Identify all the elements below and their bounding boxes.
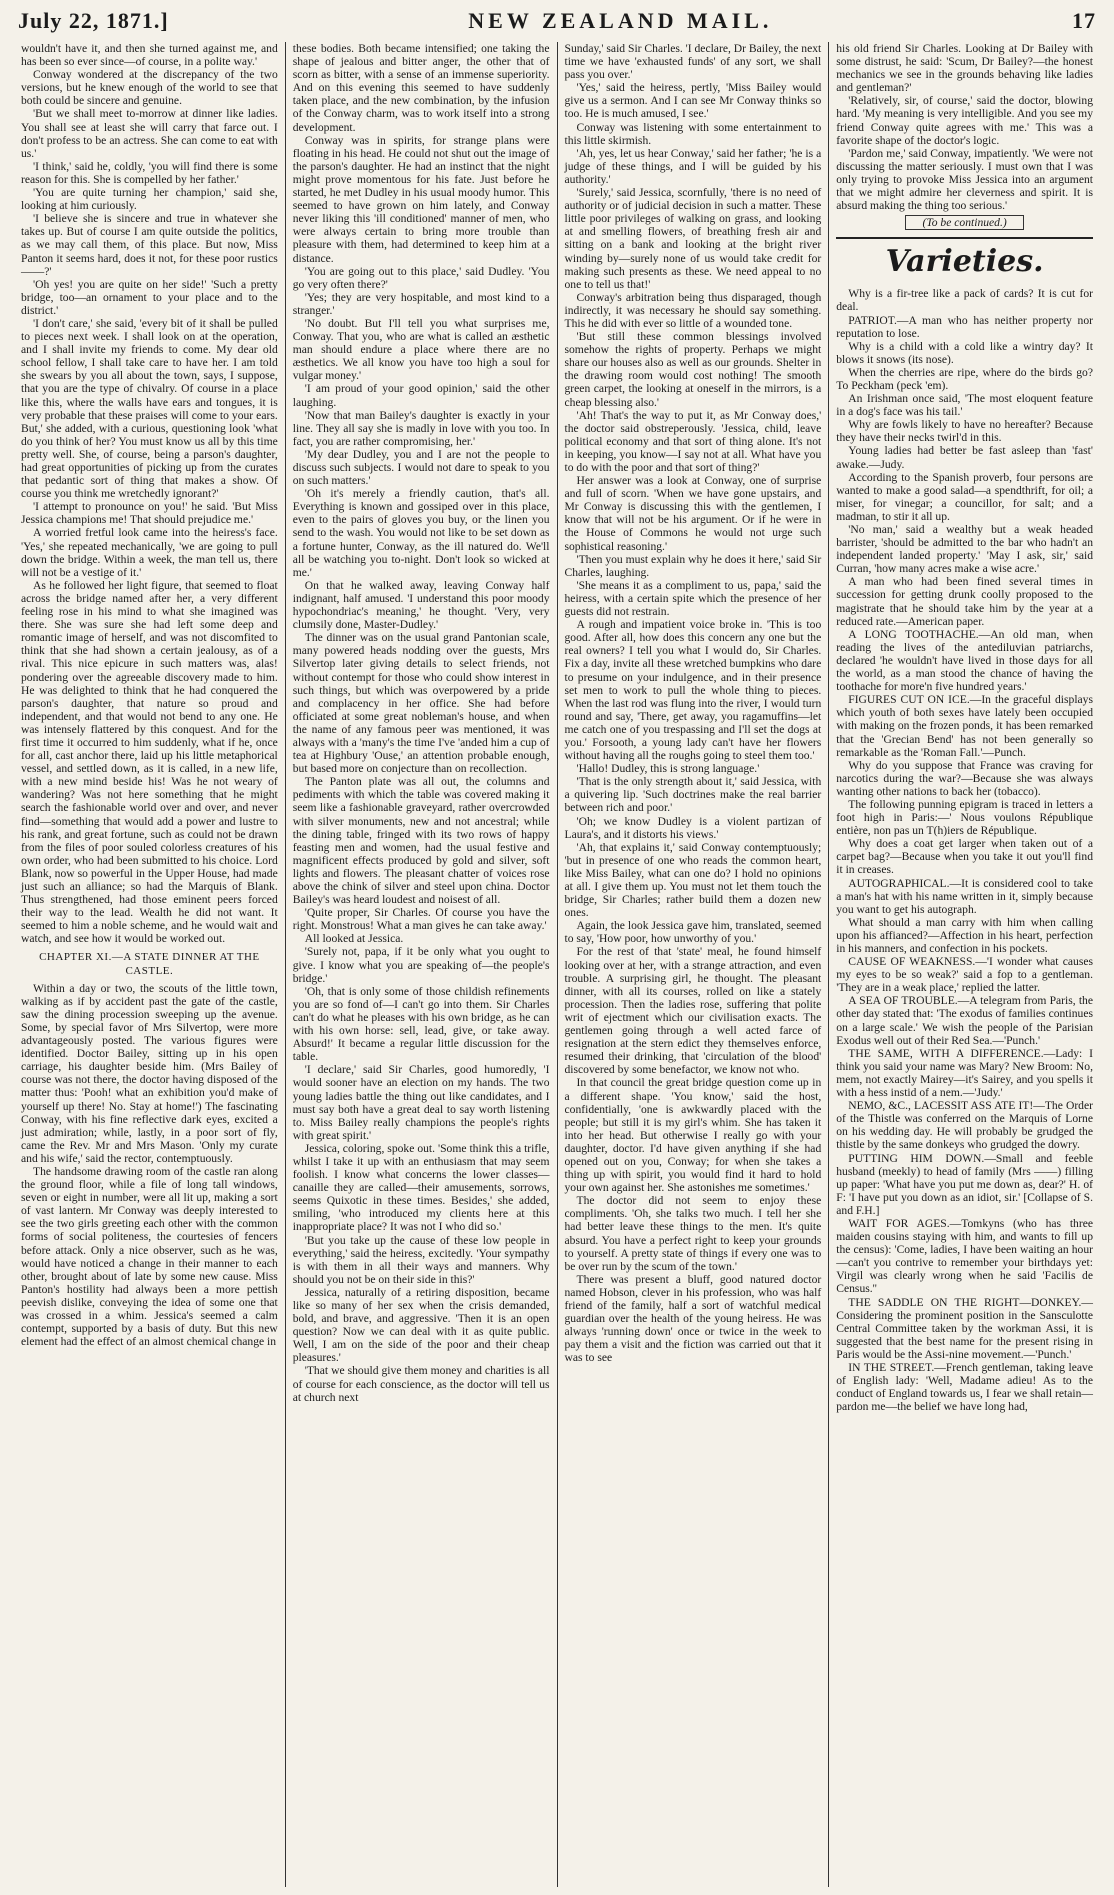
paragraph: wouldn't have it, and then she turned against me, and has been so ever since—of course, in a polite way.' <box>21 42 278 69</box>
paragraph: Conway wondered at the discrepancy of the two versions, but he knew enough of the world to see that both could be sincere and genuine. <box>21 68 278 108</box>
paragraph: 'Oh; we know Dudley is a violent partizan of Laura's, and it distorts his views.' <box>564 814 822 841</box>
paragraph: Conway was in spirits, for strange plans were floating in his head. He could not shut out the image of the parson's daughter. He had an instinct that the night might prove momentous for his fate. Just before he started, he met Dudley in his usual moody humor. This seemed to have grown on him lately, and Conway never liking this 'ill conditioned' manner of men, who were always certain to bring more trouble than pleasure with them, had determined to keep him at a distance. <box>292 133 550 265</box>
to-be-continued: (To be continued.) <box>836 216 1093 229</box>
paragraph: The dinner was on the usual grand Pantonian scale, many powered heads nodding over the guests, Mrs Silvertop later giving details to select friends, not without contempt for those who could show interest in such things, but which was overpowered by a pride and complacency in her office. She had before officiated at some great nobleman's house, and when the name of any famous peer was mentioned, it was always with a 'many's the time I've 'anded him a cup of tea at Highbury 'Ouse,' an attention probable enough, but based more on conjecture than on recollection. <box>292 631 550 776</box>
masthead <box>14 8 1100 36</box>
paragraph: There was present a bluff, good natured doctor named Hobson, clever in his profession, who was half friend of the family, half a sort of watchful medical guardian over the health of the young heiress. He was always 'running down' once or twice in the week to pay them a visit and the fiction was carried out that it was to see <box>564 1272 822 1365</box>
paragraph: 'I attempt to pronounce on you!' he said. 'But Miss Jessica champions me! That should prejudice me.' <box>21 500 278 527</box>
paragraph: WAIT FOR AGES.—Tomkyns (who has three maiden cousins staying with him, and wants to fill up the census): 'Come, ladies, I have been waiting an hour—can't you contrive to remember your birthdays yet: Virgil was clearly wrong when he said 'Facilis de Census.'' <box>836 1216 1093 1296</box>
paragraph: 'Oh yes! you are quite on her side!' 'Such a pretty bridge, too—an ornament to your place and to the district.' <box>21 277 278 317</box>
paragraph: 'Quite proper, Sir Charles. Of course you have the right. Monstrous! What a man gives he can take away.' <box>292 906 550 933</box>
paragraph: FIGURES CUT ON ICE.—In the graceful displays which youth of both sexes have lately been occupied with making on the frozen ponds, it has been remarked that the 'Grecian Bend' has not been generally so remarkable as the 'Roman Fall.'—Punch. <box>836 693 1093 759</box>
page-number: 17 <box>1072 8 1096 33</box>
paragraph: PATRIOT.—A man who has neither property nor reputation to lose. <box>836 313 1093 340</box>
paragraph: 'Ah, that explains it,' said Conway contemptuously; 'but in presence of one who reads the common heart, like Miss Bailey, what can one do? I hold no opinions at all. I give them up. You must not let them touch the bridge, Sir Charles; rather build them a dozen new ones. <box>564 840 822 920</box>
chapter-heading: CHAPTER XI.—A STATE DINNER AT THE CASTLE. <box>39 951 260 977</box>
column-2 <box>286 42 558 1887</box>
paragraph: What should a man carry with him when calling upon his affianced?—Affection in his heart, perfection in his manners, and confection in his pockets. <box>836 915 1093 955</box>
paragraph: 'She means it as a compliment to us, papa,' said the heiress, with a certain spite which the presence of her guests did not restrain. <box>564 578 822 619</box>
paragraph: 'I think,' said he, coldly, 'you will find there is some reason for this. She is compelled by her father.' <box>21 159 278 186</box>
paragraph: 'Now that man Bailey's daughter is exactly in your line. They all say she is madly in love with you too. In fact, you are rather compromising, her.' <box>292 408 550 448</box>
paragraph: Why is a fir-tree like a pack of cards? It is cut for deal. <box>836 287 1093 314</box>
paragraph: 'Yes; they are very hospitable, and most kind to a stranger.' <box>292 290 550 317</box>
paragraph: For the rest of that 'state' meal, he found himself looking over at her, with a strange attraction, and even trouble. A surprising girl, he thought. The pleasant dinner, with all its courses, rolled on like a stately procession. Then the ladies rose, suffering that polite writ of ejectment which our civilisation exacts. The gentlemen going through a well acted farce of resignation at the stern edict they themselves enforce, resumed their drinking, that 'circulation of the blood' discovered by some benefactor, we know not who. <box>564 945 822 1077</box>
paragraph: THE SADDLE ON THE RIGHT—DONKEY.—Considering the prominent position in the Sansculotte Central Committee taken by the workman Assi, it is suggested that the best name for the present rising in Paris would be the Assi-nine movement.—'Punch.' <box>836 1295 1093 1361</box>
paragraph: 'I believe she is sincere and true in whatever she takes up. But of course I am quite outside the politics, as we may call them, of this place. But now, Miss Panton it seems hard, does it not, for these poor rustics——?' <box>21 212 278 278</box>
paragraph: A LONG TOOTHACHE.—An old man, when reading the lives of the antediluvian patriarchs, declared 'he wouldn't have lived in those days for all the world, as a man stood the chance of having the toothache for more'n five hundred years.' <box>836 627 1093 694</box>
paragraph: Why is a child with a cold like a wintry day? It blows it snows (its nose). <box>836 339 1093 366</box>
paragraph: 'You are going out to this place,' said Dudley. 'You go very often there?' <box>292 264 550 291</box>
column-3 <box>558 42 830 1887</box>
paragraph: Why do you suppose that France was craving for narcotics during the war?—Because she was always wanting other nations to back her (tobacco). <box>836 758 1093 798</box>
paragraph: Young ladies had better be fast asleep than 'fast' awake.—Judy. <box>836 444 1093 471</box>
paragraph: Within a day or two, the scouts of the little town, walking as if by accident past the gate of the castle, saw the dining procession sweeping up the avenue. Some, by special favor of Mrs Silvertop, were more advantageously posted. The various figures were identified. Doctor Bailey, sitting up in his open carriage, his daughter beside him. (Mrs Bailey of course was not there, the doctor having disposed of the matter thus: 'Pooh! what an exhibition you'd make of yourself up there! No. Stay at home!') The fascinating Conway, with his fine reflective dark eyes, excited a just admiration; while, lastly, in a poor sort of fly, came the Rev. Mr and Mrs Mason. 'Only my curate and his wife,' said the rector, contemptuously. <box>21 981 278 1165</box>
paragraph: 'Surely not, papa, if it be only what you ought to give. I know what you are speaking of—the people's bridge.' <box>292 945 550 985</box>
paragraph: When the cherries are ripe, where do the birds go? To Peckham (peck 'em). <box>836 365 1093 392</box>
issue-date: July 22, 1871.] <box>18 8 169 33</box>
varieties-heading: Varieties. <box>836 237 1093 279</box>
paragraph: 'Oh, that is only some of those childish refinements you are so fond of—I can't go into them. Sir Charles can't do what he pleases with his own bridge, as he can with his own horse: sell, lead, give, or take away. Absurd!' It became a regular little discussion for the table. <box>292 984 550 1064</box>
paragraph: PUTTING HIM DOWN.—Small and feeble husband (meekly) to head of family (Mrs ——) filling up paper: 'What have you put me down as, dear?' H. of F: 'I have put you down as an idiot, sir.' [Collapse of S. and F.H.] <box>836 1151 1093 1217</box>
columns <box>14 42 1100 1887</box>
paragraph: 'I declare,' said Sir Charles, good humoredly, 'I would sooner have an election on my hands. The two young ladies battle the thing out like candidates, and I must say both have a great deal to say worth listening to. Miss Bailey really champions the people's rights with great spirit.' <box>292 1063 550 1142</box>
paragraph: 'Pardon me,' said Conway, impatiently. 'We were not discussing the matter seriously. I must own that I was only trying to provoke Miss Jessica into an argument that we might admire her cleverness and spirit. It is absurd making the thing too serious.' <box>836 146 1093 213</box>
paragraph: Jessica, coloring, spoke out. 'Some think this a trifle, whilst I take it up with an enthusiasm that may seem foolish. I know what concerns the lower classes—canaille they are called—their amusements, sorrows, seems Quixotic in these times. Besides,' she added, smiling, 'who introduced my clients here at this inappropriate place? It was not I who did so.' <box>292 1141 550 1234</box>
paragraph: 'But still these common blessings involved somehow the rights of property. Perhaps we might share our houses also as well as our grounds. Shelter in the drawing room would cost nothing! The smooth green carpet, the looking at oneself in the mirrors, is a cheap blessing also.' <box>564 330 822 409</box>
paragraph: As he followed her light figure, that seemed to float across the bridge named after her, a very different feeling rose in his mind to what she imagined was there. She was sure she had left some deep and romantic image of herself, and was not discomfited to think that she had shown a certain jealousy, as of a rival. This nice epicure in such matters was, alas! pondering over the agreeable discovery made to him. He was delighted to think that he had conquered the parson's daughter, that nature so proud and independent, and that would not bend to any one. He was intensely flattered by this conquest. And for the first time it occurred to him suddenly, what if he, once for all, cast anchor there, laid up his little metaphorical vessel, and settled down, as it is called, in a new life, with a new mind beside his! Was he not weary of wandering? Was not here something that he might search the fashionable world over and over, and never find—something that would add a power and lustre to his rank, and great fortune, such as could not be drawn from the files of poor souled colorless creatures of his own order, who had been submitted to his choice. Lord Blank, now so powerful in the Upper House, had made just such an alliance; so had the Marquis of Blank. Thus strengthened, had those eminent peers forced their way to the lead. Wealth he did not want. It seemed to him a noble scheme, and he would wait and watch, and see how it would be worked out. <box>21 578 278 946</box>
column-4 <box>829 42 1100 1887</box>
column-1 <box>14 42 286 1887</box>
paragraph: Again, the look Jessica gave him, translated, seemed to say, 'How poor, how unworthy of you.' <box>564 919 822 946</box>
paragraph: The handsome drawing room of the castle ran along the ground floor, while a file of long tall windows, seven or eight in number, were all lit up, making a sort of vast lantern. Mr Conway was deeply interested to see the two girls greeting each other with the common forms of social politeness, the courtesies of fencers before attack. Only a nice observer, such as he was, would have noticed a change in their manner to each other, brought about of late by some new cause. Miss Panton's hostility had always been a more pettish peevish dislike, conveying the idea of some one that was crossed in a whim. Jessica's seemed a calm contempt, supported by a basis of duty. But this new element had the effect of an almost chemical change in <box>21 1164 278 1349</box>
paragraph: 'That is the only strength about it,' said Jessica, with a quivering lip. 'Such doctrines make the real barrier between rich and poor.' <box>564 775 822 815</box>
paragraph: The following punning epigram is traced in letters a foot high in Paris:—' Nous voulons République entière, non pas un T(h)iers de République. <box>836 797 1093 838</box>
paragraph: 'You are quite turning her champion,' said she, looking at him curiously. <box>21 186 278 213</box>
paragraph: Conway was listening with some entertainment to this little skirmish. <box>564 120 822 147</box>
paragraph: 'I don't care,' she said, 'every bit of it shall be pulled to pieces next week. I shall look on at the operation, and I shall invite my friends to come. My dear old school fellow, I shall take care to have her. I am told she swears by you all about the town, says, I suppose, that you are the type of chivalry. Of course in a place like this, where the walls have ears and tongues, it is very probable that these praises will come to your ears. But,' she added, with a curious, questioning look 'what do you think of her? You must know us all by this time pretty well. She, of course, being a parson's daughter, had great opportunities of picking up from the curates that pedantic sort of thing that makes a show. Of course you think me wretchedly ignorant?' <box>21 316 278 501</box>
paragraph: An Irishman once said, 'The most eloquent feature in a dog's face was his tail.' <box>836 392 1093 419</box>
paragraph: A rough and impatient voice broke in. 'This is too good. After all, how does this concern any one but the real owners? I tell you what I would do, Sir Charles. Fix a day, invite all these wretched bumpkins who dare to presume on your indulgence, and in their presence set men to work to pull the whole thing to pieces. When the last rod was flung into the river, I would turn round and say, 'There, get away, you ragamuffins—let me catch one of you trespassing and I'll set the dogs at you.' Forsooth, a young lady can't have her flowers without having all the roughs going to steel them too.' <box>564 618 822 763</box>
paragraph: IN THE STREET.—French gentleman, taking leave of English lady: 'Well, Madame adieu! As to the conduct of England towards us, I fear we shall retain—pardon me—the belief we have long had, <box>836 1361 1093 1414</box>
paragraph: AUTOGRAPHICAL.—It is considered cool to take a man's hat with his name written in it, simply because you want to get his autograph. <box>836 876 1093 916</box>
paragraph: Why does a coat get larger when taken out of a carpet bag?—Because when you take it out you'll find it in creases. <box>836 837 1093 877</box>
paragraph: 'Oh it's merely a friendly caution, that's all. Everything is known and gossiped over in this place, even to the pairs of gloves you buy, or the linen you send to the wash. You would not like to be set down as a fortune hunter, Conway, as the ill natured do. We'll all be watching you to-night. Don't look so wicked at me.' <box>292 487 550 579</box>
paragraph: A worried fretful look came into the heiress's face. 'Yes,' she repeated mechanically, 'we are going to pull down the bridge. Within a week, the man tell us, there will not be a vestige of it.' <box>21 526 278 579</box>
paragraph: Why are fowls likely to have no hereafter? Because they have their necks twirl'd in this. <box>836 418 1093 445</box>
newspaper-title: NEW ZEALAND MAIL. <box>468 8 773 33</box>
paragraph: 'Hallo! Dudley, this is strong language.' <box>576 762 760 776</box>
paragraph: On that he walked away, leaving Conway half indignant, half amused. 'I understand this poor moody hypochondriac's meaning,' he thought. 'Very, very clumsily done, Master-Dudley.' <box>292 578 550 632</box>
paragraph: 'No doubt. But I'll tell you what surprises me, Conway. That you, who are what is called an æsthetic man should endure a place where there are no æsthetics. We all know you have too high a soul for vulgar money.' <box>292 316 550 383</box>
paragraph: 'Ah, yes, let us hear Conway,' said her father; 'he is a judge of these things, and I will be guided by his authority.' <box>564 146 822 186</box>
paragraph: 'I am proud of your good opinion,' said the other laughing. <box>292 382 550 409</box>
paragraph: All looked at Jessica. <box>304 932 404 946</box>
paragraph: CAUSE OF WEAKNESS.—'I wonder what causes my eyes to be so weak?' said a fop to a gentleman. 'They are in a weak place,' replied the latter. <box>836 955 1093 995</box>
paragraph: THE SAME, WITH A DIFFERENCE.—Lady: I think you said your name was Mary? New Broom: No, mem, not exactly Mairey—it's Sairey, and you spells it with a hess instid of a nem.—'Judy.' <box>836 1046 1093 1100</box>
paragraph: According to the Spanish proverb, four persons are wanted to make a good salad—a spendthrift, for oil; a miser, for vinegar; a councillor, for salt; and a madman, to stir it all up. <box>836 470 1093 523</box>
paragraph: 'Yes,' said the heiress, pertly, 'Miss Bailey would give us a sermon. And I can see Mr Conway thinks so too. He is much amused, I see.' <box>564 81 822 121</box>
paragraph: The doctor did not seem to enjoy these compliments. 'Oh, she talks two much. I tell her she had better leave these things to the men. It's quite absurd. You have a perfect right to keep your grounds to yourself. A pretty state of things if every one was to be over run by the scum of the town.' <box>564 1194 822 1273</box>
paragraph: The Panton plate was all out, the columns and pediments with which the table was covered making it seem like a fashionable graveyard, rather overcrowded with silver monuments, new and not ancestral; while the dining table, fringed with its two rows of happy feasting men and women, had the usual festive and magnificent effects produced by gold and silver, soft lights and flowers. The pleasant chatter of voices rose above the chink of silver and steel upon china. Doctor Bailey's was heard loudest and noisest of all. <box>292 775 550 907</box>
paragraph: his old friend Sir Charles. Looking at Dr Bailey with some distrust, he said: 'Scum, Dr Bailey?—the honest mechanics we see in the grounds behaving like ladies and gentleman?' <box>836 42 1093 95</box>
paragraph: A man who had been fined several times in succession for getting drunk coolly proposed to the magistrate that he should take him by the year at a reduced rate.—American paper. <box>836 575 1093 628</box>
paragraph: 'My dear Dudley, you and I are not the people to discuss such subjects. I would not dare to speak to you on such matters.' <box>292 447 550 488</box>
paragraph: Conway's arbitration being thus disparaged, though indirectly, it was necessary he should say something. This he did with ever so little of a wounded tone. <box>564 290 822 330</box>
paragraph: 'That we should give them money and charities is all of course for each conscience, as the doctor will tell us at church next <box>292 1364 550 1404</box>
paragraph: Her answer was a look at Conway, one of surprise and full of scorn. 'When we have gone upstairs, and Mr Conway is discussing this with the gentlemen, I know that will not be his argument. Or if he were in the House of Commons he would not urge such sophistical reasoning.' <box>564 474 822 553</box>
paragraph: 'No man,' said a wealthy but a weak headed barrister, 'should be admitted to the bar who hadn't an independent landed property.' 'May I ask, sir,' said Curran, 'how many acres make a wise acre.' <box>836 523 1093 576</box>
paragraph: 'But we shall meet to-morrow at dinner like ladies. You shall see at least she will carry that farce out. I don't profess to be an actress. She can come to eat with us.' <box>21 107 278 160</box>
paragraph: 'Surely,' said Jessica, scornfully, 'there is no need of authority or of judicial decision in such a matter. These little poor privileges of walking on grass, and looking at and smelling flowers, of breathing fresh air and sitting on a bank and looking at the bright river winding by—surely none of us would take credit for making such presents as these. We need appeal to no one to tell us that!' <box>564 186 822 291</box>
paragraph: NEMO, &C., LACESSIT ASS ATE IT!—The Order of the Thistle was conferred on the Marquis of Lorne on his wedding day. He will probably be grudged the thistle by the same donkeys who grudged the dowry. <box>836 1099 1093 1152</box>
paragraph: Sunday,' said Sir Charles. 'I declare, Dr Bailey, the next time we have 'exhausted funds' of any sort, we shall pass you over.' <box>564 42 822 82</box>
paragraph: 'Ah! That's the way to put it, as Mr Conway does,' the doctor said obstreperously. 'Jessica, child, leave political economy and that sort of thing alone. It's not in keeping, you know—I say not at all. What have you to do with the poor and that sort of thing?' <box>564 408 822 474</box>
paragraph: these bodies. Both became intensified; one taking the shape of jealous and bitter anger, the other that of scorn as bitter, with a sense of an immense superiority. And on this evening this seemed to have suddenly taken place, and the new combination, by the infusion of the Conway charm, was to work itself into a strong development. <box>292 42 550 134</box>
paragraph: A SEA OF TROUBLE.—A telegram from Paris, the other day stated that: 'The exodus of families continues on a large scale.' We wish the people of the Parisian Exodus well out of their Red Sea.—'Punch.' <box>836 994 1093 1047</box>
paragraph: Jessica, naturally of a retiring disposition, became like so many of her sex when the crisis demanded, bold, and brave, and aggressive. 'Then it is an open question? Now we can deal with it as quite public. Well, I am on the side of the poor and their cheap pleasures.' <box>292 1285 550 1365</box>
paragraph: 'But you take up the cause of these low people in everything,' said the heiress, excitedly. 'Your sympathy is with them in all their ways and manners. Why should you not be on their side in this?' <box>292 1233 550 1286</box>
paragraph: In that council the great bridge question come up in a different shape. 'You know,' said the host, confidentially, 'one is awkwardly placed with the people; but still it is my girl's whim. She has taken it into her head. But otherwise I really go with your daughter, doctor. I'd have given anything if she had opened out on you, Conway; for when she takes a thing up with spirit, you would find it hard to hold your own against her. She astonishes me sometimes.' <box>564 1076 822 1195</box>
paragraph: 'Relatively, sir, of course,' said the doctor, blowing hard. 'My meaning is very intelligible. And you see my friend Conway quite agrees with me.' This was a favorite shape of the doctor's logic. <box>836 94 1093 147</box>
paragraph: 'Then you must explain why he does it here,' said Sir Charles, laughing. <box>564 552 822 579</box>
